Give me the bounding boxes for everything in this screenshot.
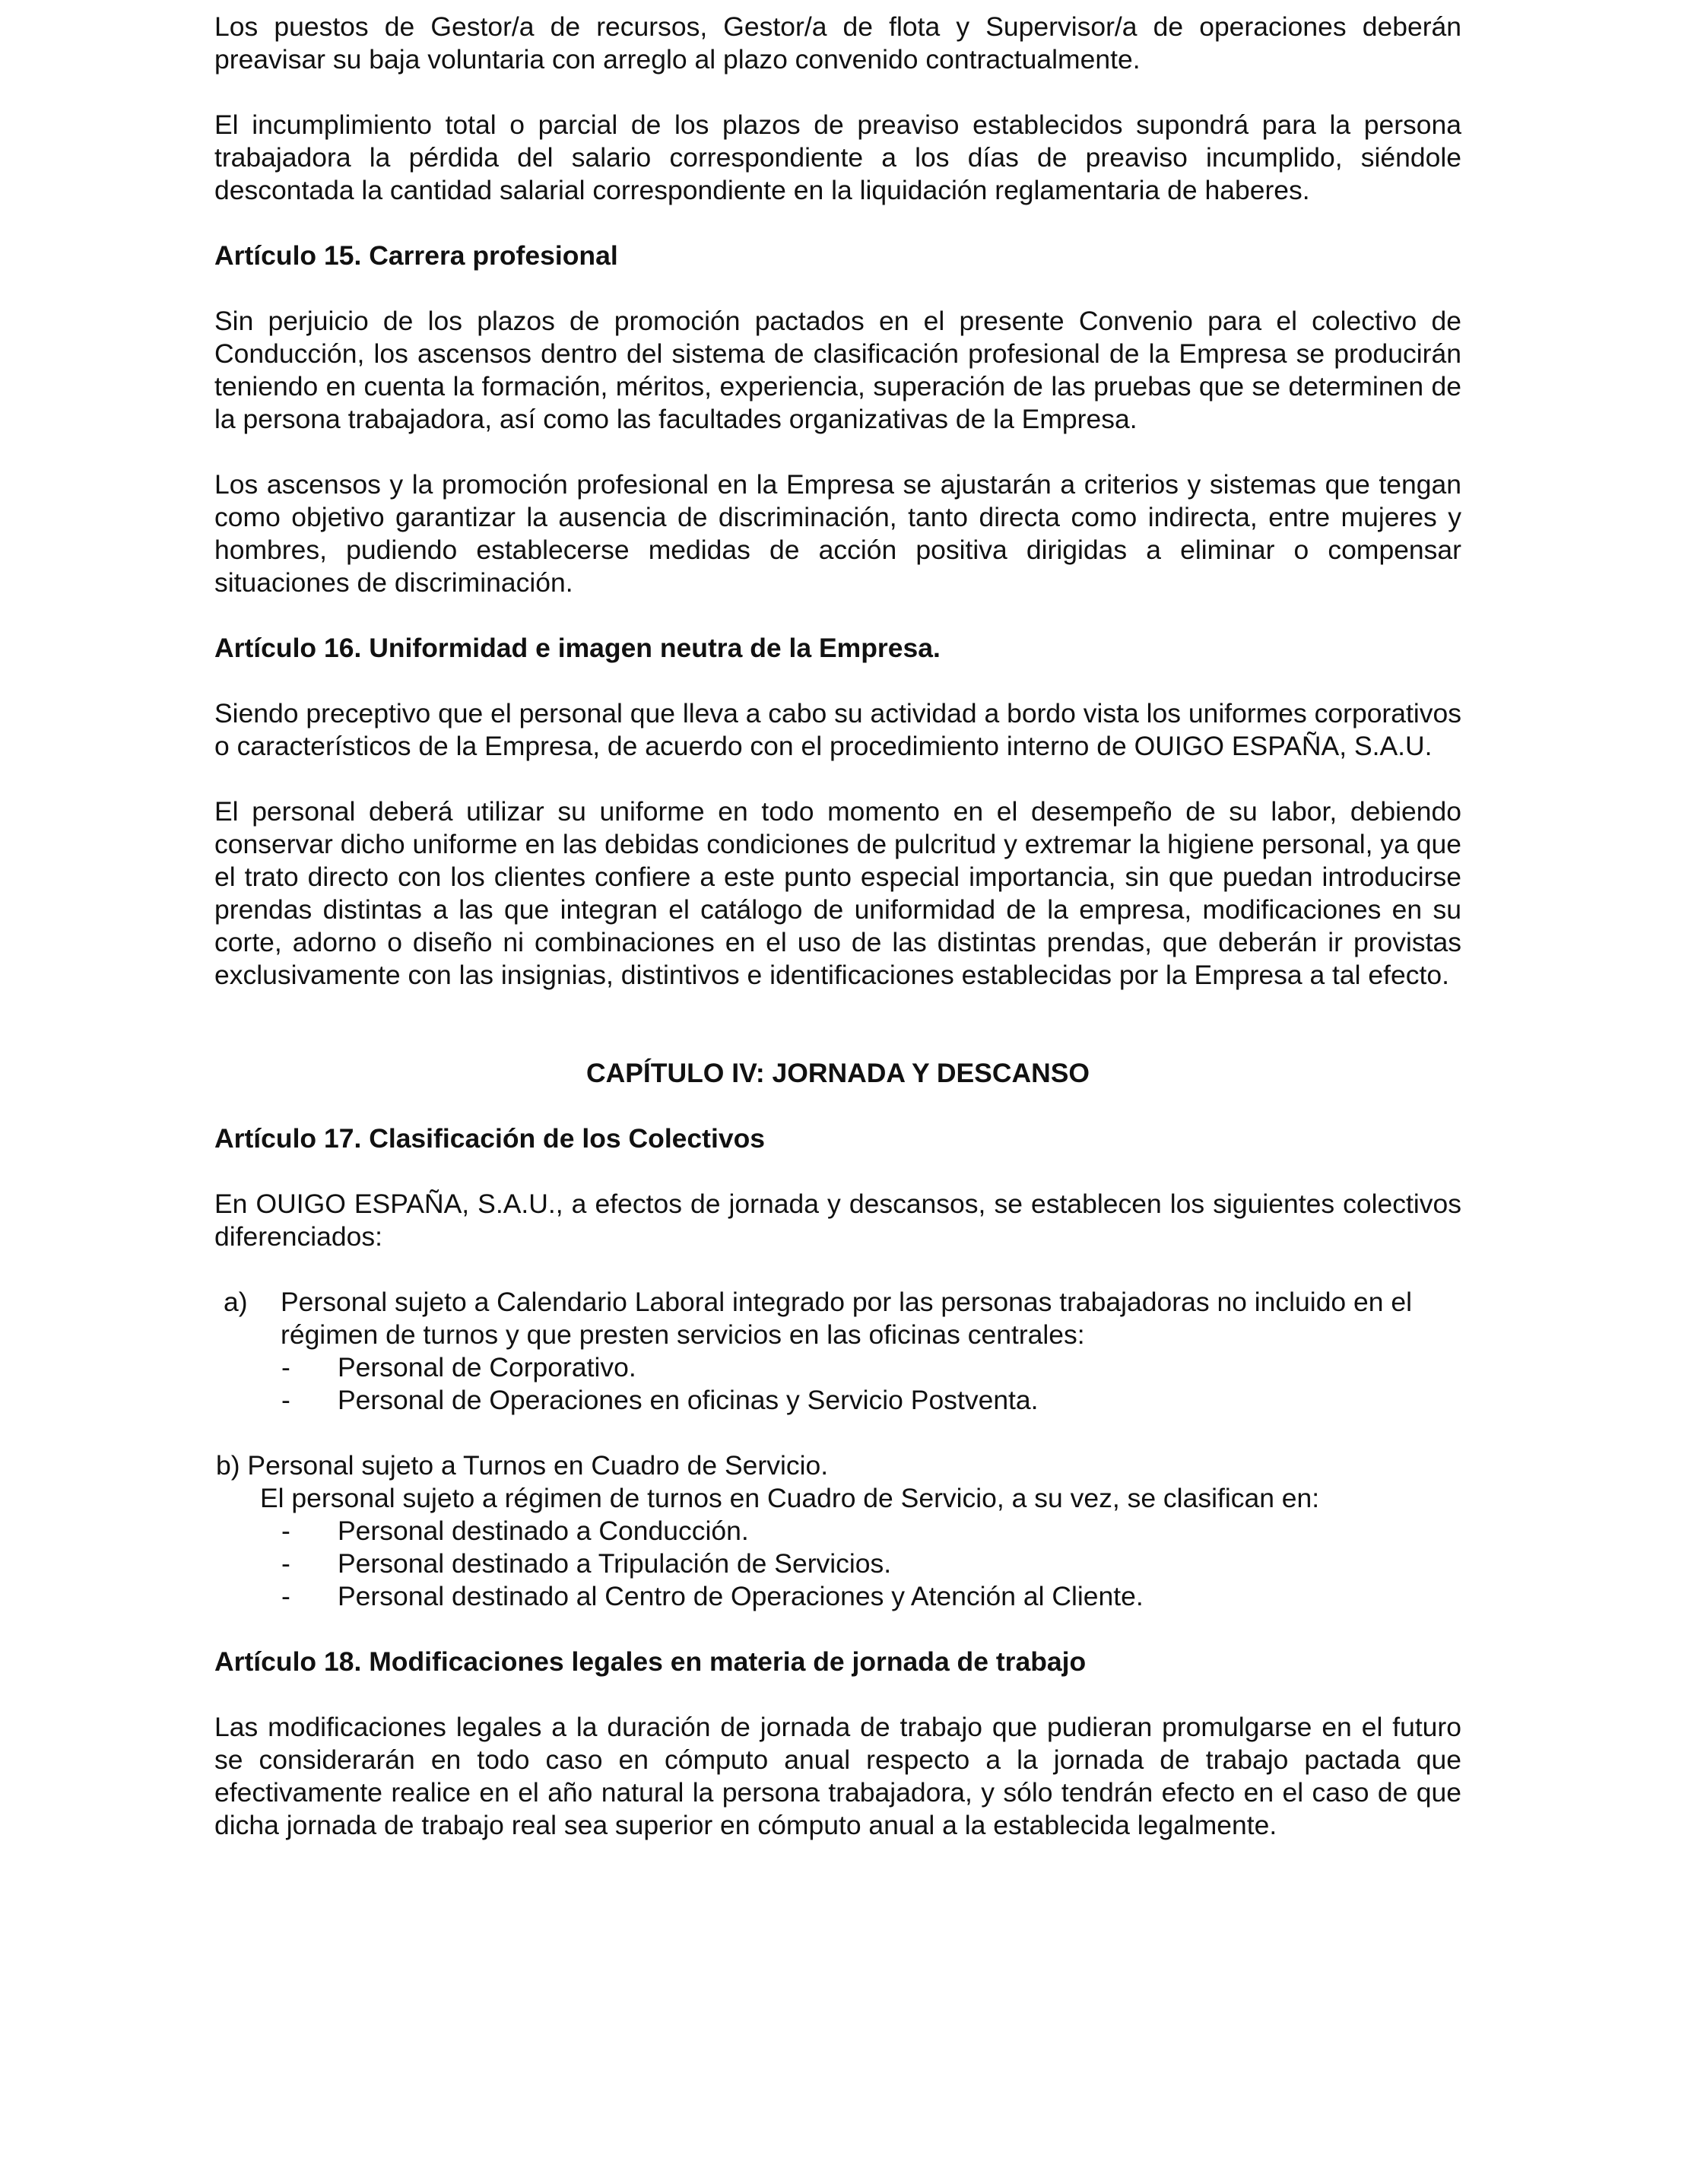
list-item-a-sub-2 <box>214 1384 1461 1417</box>
list-item-b-sub-1 <box>214 1515 1461 1548</box>
article-18-heading: Artículo 18. Modificaciones legales en materia de jornada de trabajo <box>214 1646 1087 1677</box>
article-17-list <box>214 1286 1461 1613</box>
list-item-b: b) Personal sujeto a Turnos en Cuadro de Servicio. <box>216 1450 829 1481</box>
article-16-paragraph-1: Siendo preceptivo que el personal que lleva a cabo su actividad a bordo vista los uniformes corporativos o característicos de la Empresa, de acuerdo con el procedimiento interno de OUIGO ESPAÑA, S.A.U. <box>214 698 1461 761</box>
list-spacer <box>214 1417 1461 1449</box>
list-marker-a: a) <box>224 1287 248 1317</box>
list-item-b-sub-3 <box>214 1580 1461 1613</box>
dash-marker: - <box>281 1516 290 1546</box>
list-item-a-text: Personal sujeto a Calendario Laboral integrado por las personas trabajadoras no incluido en el régimen de turnos y que presten servicios en las oficinas centrales: <box>281 1287 1413 1350</box>
list-item-b-description: El personal sujeto a régimen de turnos en Cuadro de Servicio, a su vez, se clasifican en: <box>260 1483 1320 1513</box>
list-item-b-sub-3-text: Personal destinado al Centro de Operaciones y Atención al Cliente. <box>338 1581 1144 1611</box>
list-item-b-sub-1-text: Personal destinado a Conducción. <box>338 1516 749 1546</box>
list-item-a-sub-1-text: Personal de Corporativo. <box>338 1352 636 1382</box>
dash-marker: - <box>281 1385 290 1415</box>
dash-marker: - <box>281 1548 290 1579</box>
article-17-intro: En OUIGO ESPAÑA, S.A.U., a efectos de jornada y descansos, se establecen los siguientes colectivos diferenciados: <box>214 1189 1461 1252</box>
article-15-heading: Artículo 15. Carrera profesional <box>214 240 618 271</box>
list-item-a-sub-1 <box>214 1351 1461 1384</box>
chapter-title: CAPÍTULO IV: JORNADA Y DESCANSO <box>585 1058 1090 1088</box>
paragraph-incumplimiento-preaviso: El incumplimiento total o parcial de los plazos de preaviso establecidos supondrá para la persona trabajadora la pérdida del salario correspondiente a los días de preaviso incumplido, siéndole descontada la cantidad salarial correspondiente en la liquidación reglamentaria de haberes. <box>214 110 1461 205</box>
article-15-paragraph-1: Sin perjuicio de los plazos de promoción pactados en el presente Convenio para el colectivo de Conducción, los ascensos dentro del sistema de clasificación profesional de la Empresa se producirán teniendo en cuenta la formación, méritos, experiencia, superación de las pruebas que se determinen de la persona trabajadora, así como las facultades organizativas de la Empresa. <box>214 306 1461 434</box>
section-spacer <box>214 1613 1461 1646</box>
article-16-paragraph-2: El personal deberá utilizar su uniforme en todo momento en el desempeño de su labor, debiendo conservar dicho uniforme en las debidas condiciones de pulcritud y extremar la higiene personal, ya que el trato directo con los clientes confiere a este punto especial importancia, sin que puedan introducirse prendas distintas a las que integran el catálogo de uniformidad de la empresa, modificaciones en su corte, adorno o diseño ni combinaciones en el uso de las distintas prendas, que deberán ir provistas exclusivamente con las insignias, distintivos e identificaciones establecidas por la Empresa a tal efecto. <box>214 796 1461 990</box>
list-item-a <box>214 1286 1461 1351</box>
list-item-a-sub-2-text: Personal de Operaciones en oficinas y Servicio Postventa. <box>338 1385 1039 1415</box>
list-item-b-sub-2 <box>214 1548 1461 1580</box>
article-16-heading: Artículo 16. Uniformidad e imagen neutra de la Empresa. <box>214 633 941 663</box>
chapter-spacer <box>214 992 1461 1057</box>
article-17-heading: Artículo 17. Clasificación de los Colectivos <box>214 1123 766 1154</box>
dash-marker: - <box>281 1581 290 1611</box>
list-item-b-sub-2-text: Personal destinado a Tripulación de Servicios. <box>338 1548 892 1579</box>
dash-marker: - <box>281 1352 290 1382</box>
paragraph-preaviso-puestos: Los puestos de Gestor/a de recursos, Gestor/a de flota y Supervisor/a de operaciones deberán preavisar su baja voluntaria con arreglo al plazo convenido contractualmente. <box>214 11 1461 75</box>
article-18-paragraph-1: Las modificaciones legales a la duración de jornada de trabajo que pudieran promulgarse en el futuro se considerarán en todo caso en cómputo anual respecto a la jornada de trabajo pactada que efectivamente realice en el año natural la persona trabajadora, y sólo tendrán efecto en el caso de que dicha jornada de trabajo real sea superior en cómputo anual a la establecida legalmente. <box>214 1712 1461 1840</box>
article-15-paragraph-2: Los ascensos y la promoción profesional en la Empresa se ajustarán a criterios y sistemas que tengan como objetivo garantizar la ausencia de discriminación, tanto directa como indirecta, entre mujeres y hombres, pudiendo establecerse medidas de acción positiva dirigidas a eliminar o compensar situaciones de discriminación. <box>214 469 1461 598</box>
document-page <box>214 11 1461 1842</box>
